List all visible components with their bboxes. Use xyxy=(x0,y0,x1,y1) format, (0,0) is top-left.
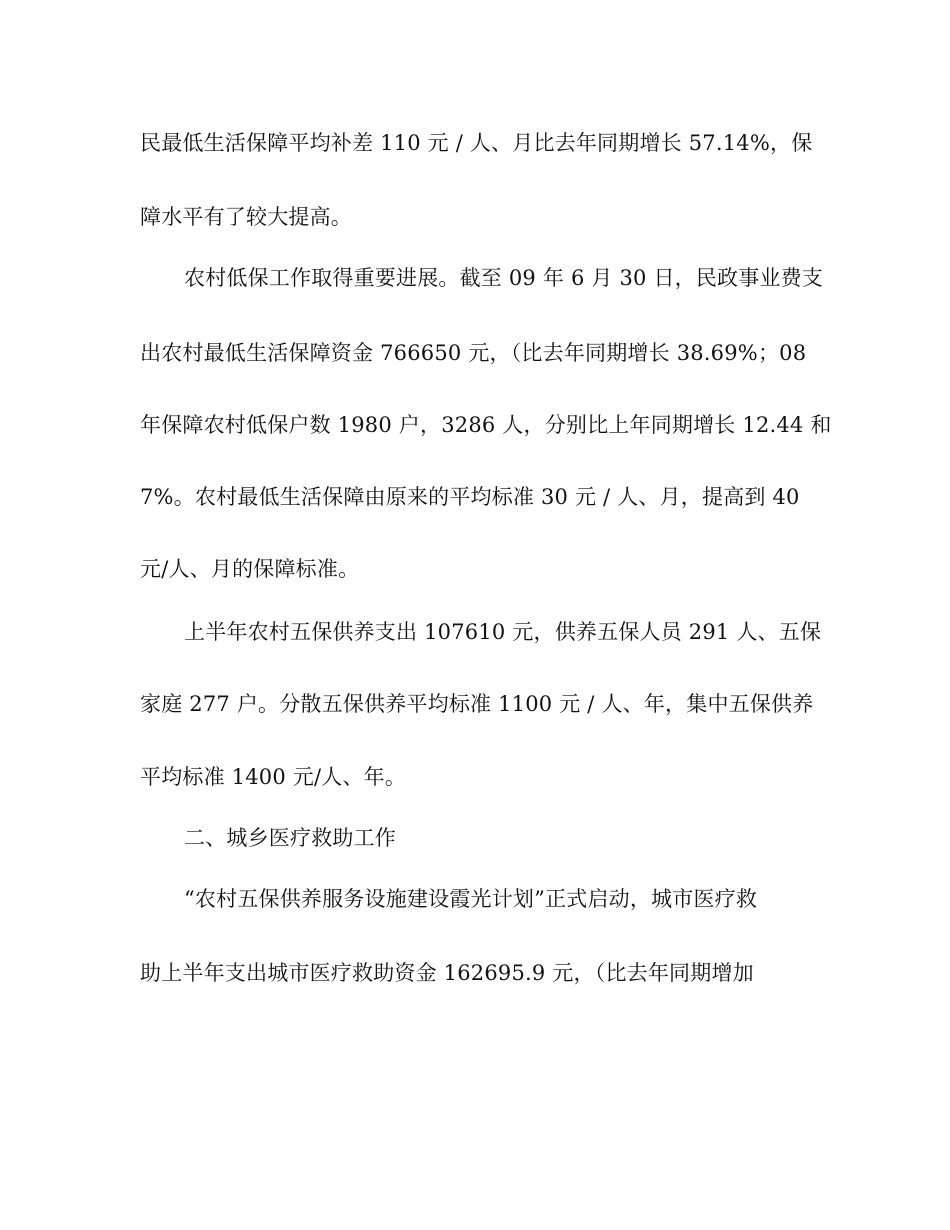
text-line: 元/人、月的保障标准。 xyxy=(140,557,360,581)
text-line: 民最低生活保障平均补差 110 元 / 人、月比去年同期增长 57.14%，保 xyxy=(140,131,813,155)
text-line: 家庭 277 户。分散五保供养平均标准 1100 元 / 人、年，集中五保供养 xyxy=(140,692,814,716)
text-line: 助上半年支出城市医疗救助资金 162695.9 元，（比去年同期增加 xyxy=(140,961,754,985)
text-line: 上半年农村五保供养支出 107610 元，供养五保人员 291 人、五保 xyxy=(184,620,822,644)
text-line: 年保障农村低保户数 1980 户，3286 人，分别比上年同期增长 12.44 和 xyxy=(140,413,832,437)
text-line: 出农村最低生活保障资金 766650 元，（比去年同期增长 38.69%；08 xyxy=(140,341,807,365)
text-line: “农村五保供养服务设施建设霞光计划”正式启动，城市医疗救 xyxy=(184,887,758,911)
text-line: 平均标准 1400 元/人、年。 xyxy=(140,765,407,789)
text-line: 障水平有了较大提高。 xyxy=(140,205,352,229)
text-line: 7%。农村最低生活保障由原来的平均标准 30 元 / 人、月，提高到 40 xyxy=(140,485,800,509)
section-heading: 二、城乡医疗救助工作 xyxy=(184,826,396,850)
text-line: 农村低保工作取得重要进展。截至 09 年 6 月 30 日，民政事业费支 xyxy=(184,266,824,290)
